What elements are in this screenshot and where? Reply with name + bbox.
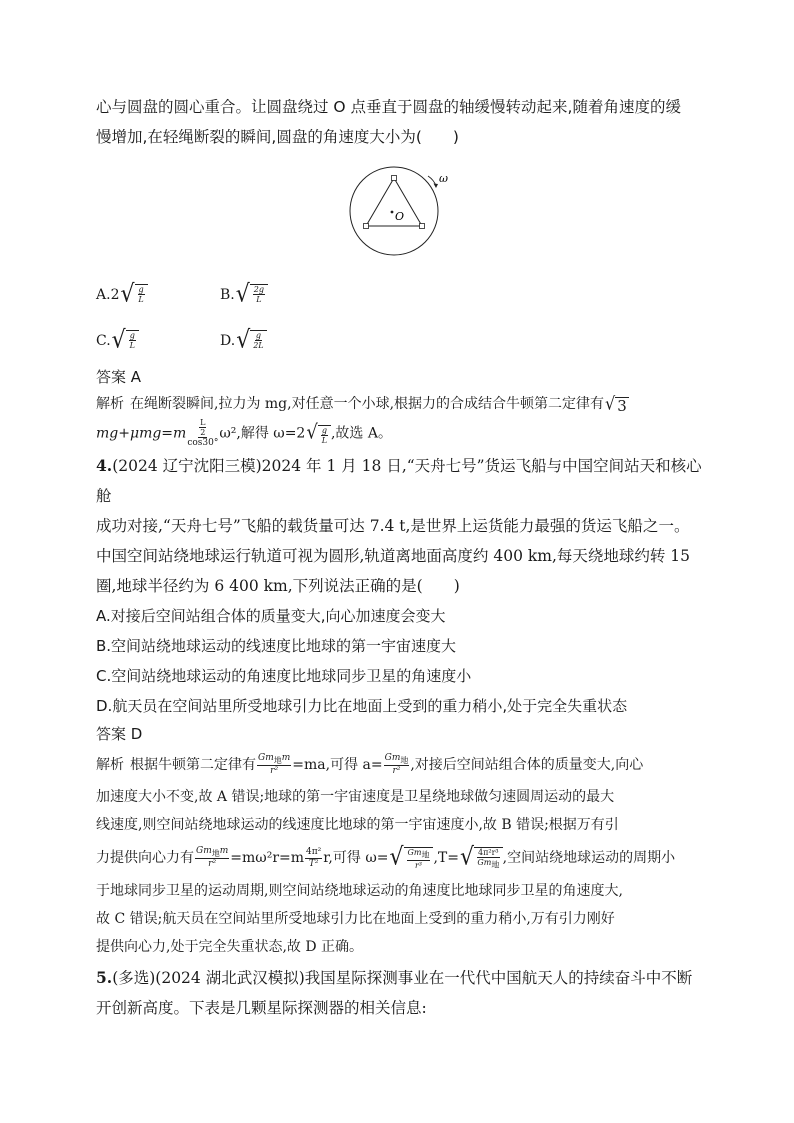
sqrt-symbol: √ $\frac{2g}{L}$	[236, 280, 268, 310]
q5-stem-line2: 开创新高度。下表是几颗星际探测器的相关信息:	[96, 999, 427, 1017]
sqrt-symbol: √ 3	[605, 393, 627, 415]
center-label: O	[395, 210, 405, 223]
omega-label: ω	[439, 172, 448, 185]
q4-option-c[interactable]: C.空间站绕地球运动的角速度比地球同步卫星的角速度小	[96, 667, 472, 685]
q3-option-b[interactable]: B. √ $\frac{2g}{L}$	[220, 272, 344, 318]
q3-options-row1	[96, 272, 706, 318]
q3-option-a[interactable]: A. 2 √ $\frac{g}{L}$	[96, 272, 220, 318]
q4-explanation-line7: 提供向心力,处于完全失重状态,故 D 正确。	[96, 939, 364, 955]
sqrt-symbol: √ $\frac{g}{L}$	[112, 326, 139, 356]
sqrt-symbol: √ $\frac{Gm_地}{\text{r³}}$	[389, 843, 433, 873]
q4-option-d[interactable]: D.航天员在空间站里所受地球引力比在地面上受到的重力稍小,处于完全失重状态	[96, 697, 628, 715]
q3-stem-line1: 心与圆盘的圆心重合。让圆盘绕过 O 点垂直于圆盘的轴缓慢转动起来,随着角速度的缓	[96, 98, 681, 116]
q3-answer: 答案 A	[96, 368, 142, 386]
document-page	[96, 92, 706, 1023]
q4-explanation-line6: 故 C 错误;航天员在空间站里所受地球引力比在地面上受到的重力稍小,万有引力刚好	[96, 911, 615, 927]
q3-disc-figure	[96, 156, 706, 266]
q4-explanation-line3: 线速度,则空间站绕地球运动的线速度比地球的第一宇宙速度小,故 B 错误;根据万有引	[96, 817, 619, 833]
q4-explanation-line5: 于地球同步卫星的运动周期,则空间站绕地球运动的角速度比地球同步卫星的角速度大,	[96, 883, 623, 899]
q3-option-d[interactable]: D. √ $\frac{g}{2L}$	[220, 318, 344, 364]
q3-explanation-line1: 解析 在绳断裂瞬间,拉力为 mg,对任意一个小球,根据力的合成结合牛顿第二定律有 √ 3	[96, 393, 627, 415]
q4-answer: 答案 D	[96, 725, 143, 743]
q4-stem-line2: 成功对接,“天舟七号”飞船的载货量可达 7.4 t,是世界上运货能力最强的货运飞船之一。	[96, 517, 690, 535]
sqrt-symbol: √ $\frac{\text{4π²r³}}{Gm_地}$	[460, 843, 503, 873]
sqrt-symbol: √ $\frac{g}{L}$	[120, 280, 147, 310]
sqrt-symbol: √ $\frac{g}{2L}$	[236, 326, 266, 356]
sqrt-symbol: √ $\frac{g}{L}$	[306, 422, 331, 445]
q4-option-b[interactable]: B.空间站绕地球运动的线速度比地球的第一宇宙速度大	[96, 637, 457, 655]
q4-explanation-line1: 解析 根据牛顿第二定律有 $\frac{Gm_地m}{\text{r²}}$ =ma,可得 a= $\frac{Gm_地}{\text{r²}}$ ,对接后空间站组合体的质量变大,向心	[96, 752, 644, 777]
q4-explanation-line2: 加速度大小不变,故 A 错误;地球的第一宇宙速度是卫星绕地球做匀速圆周运动的最大	[96, 789, 615, 805]
q3-explanation-line2: mg+μmg=m $\frac{\frac{L}{2}}{\cos 30^\circ}$ ω²,解得 ω=2 √ $\frac{g}{L}$ ,故选 A。	[96, 418, 392, 448]
q3-option-c[interactable]: C. √ $\frac{g}{L}$	[96, 318, 220, 364]
q4-stem-line3: 中国空间站绕地球运行轨道可视为圆形,轨道离地面高度约 400 km,每天绕地球约转 15	[96, 547, 691, 565]
q4-explanation-line4: 力提供向心力有 $\frac{Gm_地m}{\text{r²}}$ =mω²r=m $\frac{\text{4π²}}{\text{T²}}$ r,可得 ω= √ $\frac{Gm_地}{\text{r³}}$ ,T= √ $\frac{\text{4π²r³}}{Gm_地}$ ,空间站绕地球运动的周期小	[96, 843, 676, 872]
rotating-disc-diagram	[346, 156, 456, 266]
q3-options-row2	[96, 318, 706, 364]
q3-stem-line2: 慢增加,在轻绳断裂的瞬间,圆盘的角速度大小为( )	[96, 128, 459, 146]
q4-stem-line1: 4.(2024 辽宁沈阳三模)2024 年 1 月 18 日,“天舟七号”货运飞船与中国空间站天和核心舱	[96, 456, 702, 505]
q5-stem-line1: 5.(多选)(2024 湖北武汉模拟)我国星际探测事业在一代代中国航天人的持续奋斗中不断	[96, 968, 693, 987]
q4-stem-line4: 圈,地球半径约为 6 400 km,下列说法正确的是( )	[96, 577, 460, 595]
q4-option-a[interactable]: A.对接后空间站组合体的质量变大,向心加速度会变大	[96, 607, 446, 625]
